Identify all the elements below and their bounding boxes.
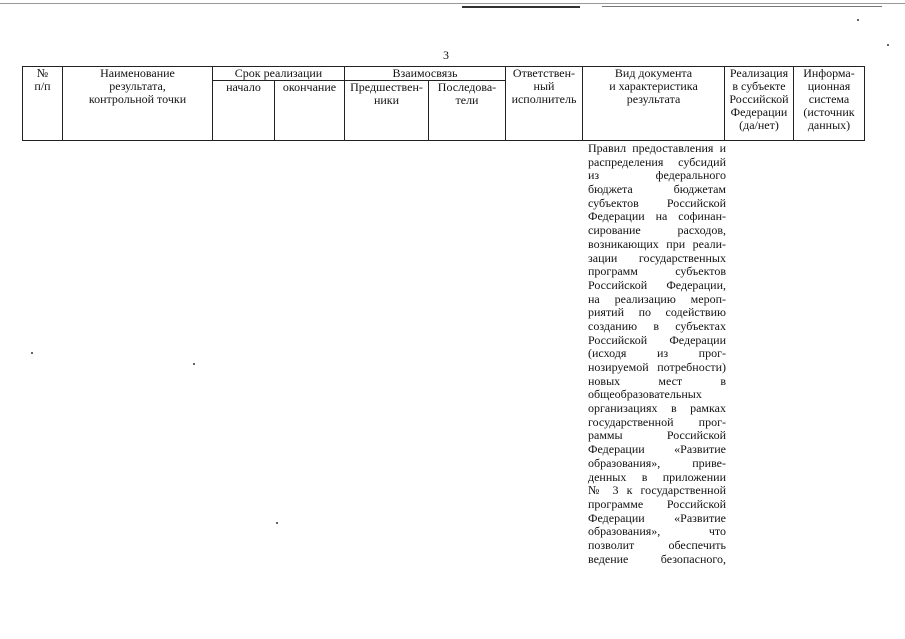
scan-line [462,6,580,8]
text-line: на реализацию мероп- [588,291,726,306]
text-line: субъектов Российской [588,195,726,210]
text-line: № 3 к государственной [588,483,726,498]
page-number: 3 [443,48,449,62]
text-line: распределения субсидий [588,154,726,169]
text-line: образования», что [588,524,726,539]
text-line: программ субъектов [588,264,726,279]
text-line: Федерации на софинан- [588,209,726,224]
header-region: Реализация в субъекте Российской Федерации (да/нет) [725,67,794,141]
text-line: бюджета бюджетам [588,182,726,197]
header-result-name: Наименование результата, контрольной точки [63,67,213,141]
text-line: государственной прог- [588,414,726,429]
text-line: раммы Российской [588,428,726,443]
text-line: из федерального [588,168,726,183]
header-successors: Последова- тели [429,81,506,141]
scan-speck [31,352,33,354]
scan-line [602,6,882,7]
text-line: позволит обеспечить [588,537,726,552]
text-line: (исходя из прог- [588,346,726,361]
text-line: общеобразовательных [588,387,702,402]
header-table [22,66,865,141]
scan-speck [193,363,195,365]
header-predecessors: Предшествен- ники [345,81,429,141]
text-line: Федерации «Развитие [588,442,726,457]
text-line: денных в приложении [588,469,726,484]
text-line: Правил предоставления и [588,141,726,155]
table-rule [22,140,864,141]
text-line: созданию в субъектах [588,318,726,333]
text-line: образования», приве- [588,455,726,470]
text-line: ведение безопасного, [588,551,726,566]
header-start: начало [213,81,275,141]
scan-line [0,3,905,4]
header-info-system: Информа- ционная система (источник данных) [794,67,865,141]
scan-speck [276,522,278,524]
scan-speck [857,19,859,21]
document-description-text [588,142,726,566]
header-end: окончание [275,81,345,141]
text-line: программе Российской [588,496,726,511]
header-term: Срок реализации [213,67,345,81]
text-line: организациях в рамках [588,401,726,416]
scan-speck [887,44,889,46]
text-line: возникающих при реали- [588,236,726,251]
text-line: Федерации «Развитие [588,510,726,525]
text-line: новых мест в [588,373,726,388]
text-line: Российской Федерации [588,332,726,347]
text-line: риятий по содействию [588,305,726,320]
header-responsible: Ответствен- ный исполнитель [506,67,583,141]
header-relation: Взаимосвязь [345,67,506,81]
text-line: нозируемой потребности) [588,360,726,374]
header-number: № п/п [23,67,63,141]
text-line: зации государственных [588,250,726,265]
text-line: сирование расходов, [588,223,726,238]
header-document: Вид документа и характеристика результата [583,67,725,141]
text-line: Российской Федерации, [588,277,726,292]
